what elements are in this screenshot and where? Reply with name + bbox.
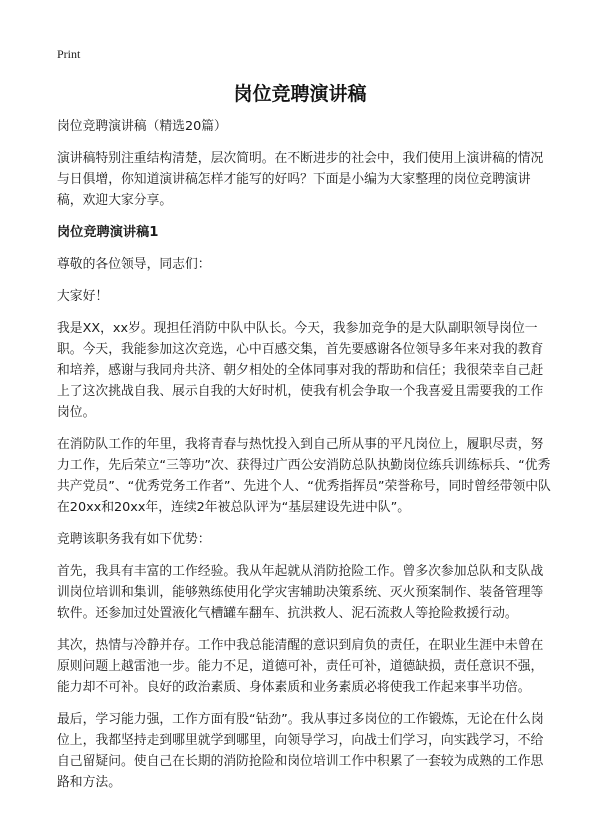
article-subtitle: 岗位竞聘演讲稿（精选20篇） [57,119,227,134]
paragraph-advantage-first: 首先，我具有丰富的工作经验。我从年起就从消防抢险工作。曾多次参加总队和支队战训岗位培训和集训，能够熟练使用化学灾害辅助决策系统、灭火预案制作、装备管理等软件。还参加过处置液化气槽罐车翻车、抗洪救人、泥石流救人等抢险救援行动。 [57,564,544,621]
section-heading: 岗位竞聘演讲稿1 [57,225,159,240]
paragraph-advantage-second: 其次，热情与冷静并存。工作中我总能清醒的意识到肩负的责任，在职业生涯中未曾在原则问题上越雷池一步。能力不足，道德可补，责任可补，道德缺损，责任意识不强，能力却不可补。良好的政治素质、身体素质和业务素质必将使我工作起来事半功倍。 [57,638,544,695]
paragraph-advantage-last: 最后，学习能力强，工作方面有股“钻劲”。我从事过多岗位的工作锻炼，无论在什么岗位上，我都坚持走到哪里就学到哪里，向领导学习，向战士们学习，向实践学习，不给自己留疑问。使自己在长期的消防抢险和岗位培训工作中积累了一套较为成熟的工作思路和方法。 [57,712,544,790]
article-body [57,116,554,804]
paragraph-greeting: 大家好！ [57,289,109,304]
page-title: 岗位竞聘演讲稿 [233,83,367,105]
paragraph-advantages-lead: 竞聘该职务我有如下优势： [57,532,211,547]
print-link[interactable]: Print [57,47,81,61]
paragraph-salutation: 尊敬的各位领导，同志们： [57,257,211,272]
paragraph-self-intro: 我是XX，xx岁。现担任消防中队中队长。今天，我参加竞争的是大队副职领导岗位一职。今天，我能参加这次竞选，心中百感交集，首先要感谢各位领导多年来对我的教育和培养，感谢与我同舟共济、朝夕相处的全体同事对我的帮助和信任；我很荣幸自己赶上了这次挑战自我、展示自我的大好时机，使我有机会争取一个我喜爱且需要我的工作岗位。 [57,321,544,420]
intro-paragraph: 演讲稿特别注重结构清楚，层次简明。在不断进步的社会中，我们使用上演讲稿的情况与日俱增，你知道演讲稿怎样才能写的好吗？下面是小编为大家整理的岗位竞聘演讲稿，欢迎大家分享。 [57,151,544,208]
paragraph-experience: 在消防队工作的年里，我将青春与热忱投入到自己所从事的平凡岗位上，履职尽责，努力工作，先后荣立“三等功”次、获得过广西公安消防总队执勤岗位练兵训练标兵、“优秀共产党员”、“优秀党务工作者”、先进个人、“优秀指挥员”荣誉称号，同时曾经带领中队在20xx和20xx年，连续2年被总队评为“基层建设先进中队”。 [57,437,551,515]
